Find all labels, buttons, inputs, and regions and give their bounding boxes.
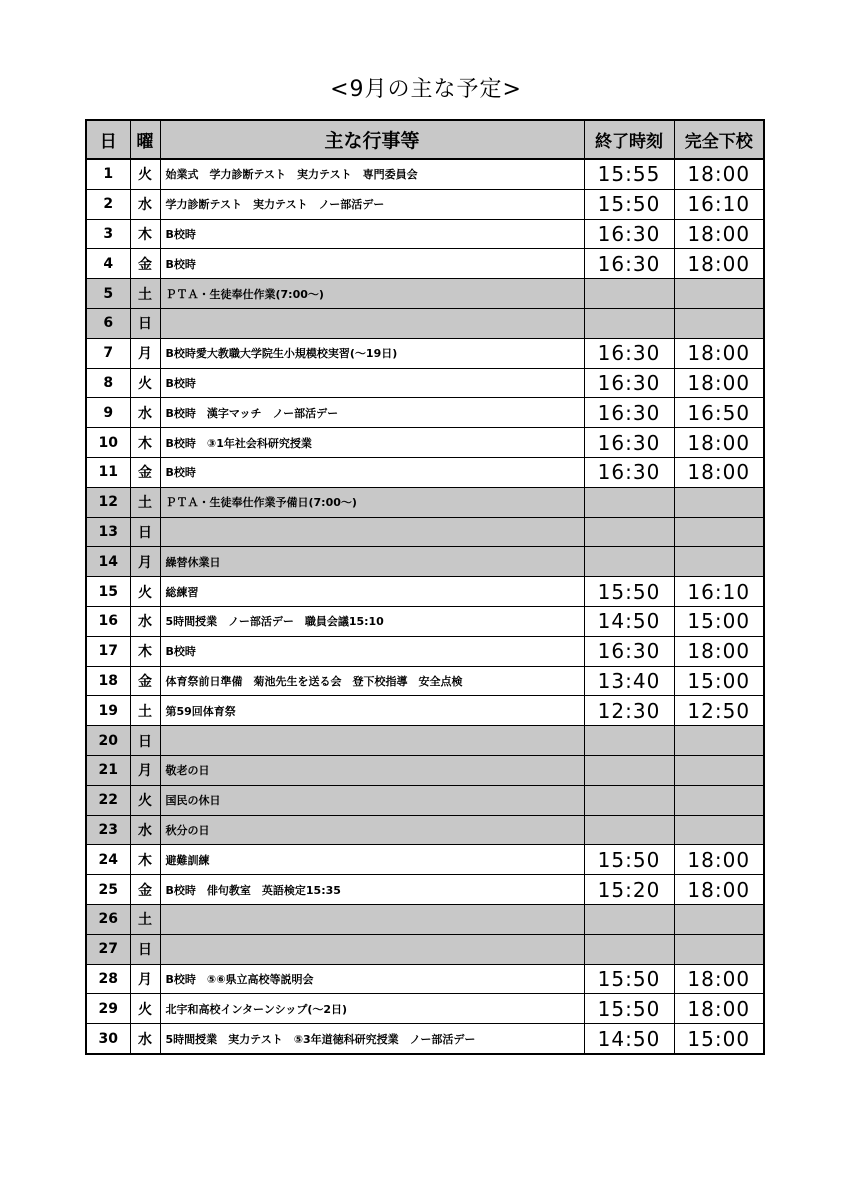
end-time-cell: 16:30 <box>584 457 674 487</box>
event-cell <box>160 934 584 964</box>
weekday-cell: 木 <box>130 219 160 249</box>
day-cell: 15 <box>86 577 130 607</box>
table-row <box>86 904 764 934</box>
weekday-cell: 火 <box>130 994 160 1024</box>
weekday-cell: 土 <box>130 904 160 934</box>
day-cell: 8 <box>86 368 130 398</box>
dismissal-cell: 18:00 <box>674 457 764 487</box>
table-row <box>86 755 764 785</box>
dismissal-cell: 18:00 <box>674 845 764 875</box>
weekday-cell: 月 <box>130 338 160 368</box>
weekday-cell: 月 <box>130 547 160 577</box>
event-cell: 5時間授業 ノー部活デー 職員会議15:10 <box>160 606 584 636</box>
day-cell: 22 <box>86 785 130 815</box>
event-cell: 繰替休業日 <box>160 547 584 577</box>
end-time-cell <box>584 308 674 338</box>
dismissal-cell <box>674 726 764 756</box>
event-cell: B校時 ⑤⑥県立高校等説明会 <box>160 964 584 994</box>
end-time-cell: 13:40 <box>584 666 674 696</box>
table-row <box>86 279 764 309</box>
table-row <box>86 189 764 219</box>
end-time-cell: 16:30 <box>584 249 674 279</box>
end-time-cell <box>584 487 674 517</box>
end-time-cell <box>584 755 674 785</box>
header-day: 日 <box>86 120 130 159</box>
end-time-cell: 16:30 <box>584 398 674 428</box>
end-time-cell: 16:30 <box>584 636 674 666</box>
day-cell: 28 <box>86 964 130 994</box>
end-time-cell: 15:50 <box>584 994 674 1024</box>
weekday-cell: 月 <box>130 964 160 994</box>
table-row <box>86 219 764 249</box>
table-row <box>86 577 764 607</box>
weekday-cell: 水 <box>130 398 160 428</box>
end-time-cell: 15:50 <box>584 964 674 994</box>
dismissal-cell: 18:00 <box>674 338 764 368</box>
table-row <box>86 934 764 964</box>
day-cell: 19 <box>86 696 130 726</box>
table-row <box>86 547 764 577</box>
page-title: <9月の主な予定> <box>330 77 522 102</box>
day-cell: 30 <box>86 1024 130 1054</box>
dismissal-cell <box>674 308 764 338</box>
schedule-body <box>86 159 764 1054</box>
end-time-cell <box>584 547 674 577</box>
event-cell: 総練習 <box>160 577 584 607</box>
table-row <box>86 398 764 428</box>
end-time-cell: 15:50 <box>584 845 674 875</box>
end-time-cell <box>584 517 674 547</box>
event-cell <box>160 726 584 756</box>
dismissal-cell: 18:00 <box>674 636 764 666</box>
day-cell: 10 <box>86 428 130 458</box>
event-cell: 体育祭前日準備 菊池先生を送る会 登下校指導 安全点検 <box>160 666 584 696</box>
day-cell: 20 <box>86 726 130 756</box>
dismissal-cell: 18:00 <box>674 964 764 994</box>
weekday-cell: 木 <box>130 636 160 666</box>
weekday-cell: 日 <box>130 517 160 547</box>
weekday-cell: 日 <box>130 934 160 964</box>
weekday-cell: 金 <box>130 875 160 905</box>
end-time-cell: 14:50 <box>584 606 674 636</box>
day-cell: 14 <box>86 547 130 577</box>
dismissal-cell: 12:50 <box>674 696 764 726</box>
weekday-cell: 火 <box>130 785 160 815</box>
weekday-cell: 火 <box>130 577 160 607</box>
weekday-cell: 土 <box>130 487 160 517</box>
event-cell: B校時 <box>160 368 584 398</box>
day-cell: 21 <box>86 755 130 785</box>
end-time-cell: 15:20 <box>584 875 674 905</box>
table-row <box>86 159 764 189</box>
event-cell: B校時 <box>160 636 584 666</box>
end-time-cell: 15:50 <box>584 577 674 607</box>
dismissal-cell <box>674 785 764 815</box>
dismissal-cell: 15:00 <box>674 666 764 696</box>
end-time-cell: 16:30 <box>584 368 674 398</box>
day-cell: 7 <box>86 338 130 368</box>
day-cell: 12 <box>86 487 130 517</box>
dismissal-cell <box>674 755 764 785</box>
day-cell: 29 <box>86 994 130 1024</box>
header-weekday: 曜 <box>130 120 160 159</box>
end-time-cell <box>584 279 674 309</box>
day-cell: 5 <box>86 279 130 309</box>
day-cell: 3 <box>86 219 130 249</box>
weekday-cell: 火 <box>130 159 160 189</box>
event-cell: 北宇和高校インターンシップ(～2日) <box>160 994 584 1024</box>
day-cell: 1 <box>86 159 130 189</box>
dismissal-cell <box>674 547 764 577</box>
dismissal-cell <box>674 517 764 547</box>
table-row <box>86 338 764 368</box>
dismissal-cell: 18:00 <box>674 428 764 458</box>
dismissal-cell: 15:00 <box>674 1024 764 1054</box>
table-row <box>86 606 764 636</box>
table-row <box>86 636 764 666</box>
event-cell: B校時 <box>160 457 584 487</box>
day-cell: 24 <box>86 845 130 875</box>
event-cell: B校時 俳句教室 英語検定15:35 <box>160 875 584 905</box>
table-row <box>86 845 764 875</box>
day-cell: 17 <box>86 636 130 666</box>
dismissal-cell: 16:10 <box>674 577 764 607</box>
table-row <box>86 964 764 994</box>
dismissal-cell <box>674 487 764 517</box>
event-cell: 秋分の日 <box>160 815 584 845</box>
table-row <box>86 815 764 845</box>
end-time-cell <box>584 785 674 815</box>
dismissal-cell: 16:50 <box>674 398 764 428</box>
day-cell: 23 <box>86 815 130 845</box>
dismissal-cell: 18:00 <box>674 994 764 1024</box>
weekday-cell: 土 <box>130 696 160 726</box>
event-cell: B校時 <box>160 249 584 279</box>
table-row <box>86 428 764 458</box>
day-cell: 2 <box>86 189 130 219</box>
weekday-cell: 水 <box>130 189 160 219</box>
dismissal-cell: 15:00 <box>674 606 764 636</box>
event-cell <box>160 904 584 934</box>
schedule-table <box>85 119 765 1055</box>
day-cell: 26 <box>86 904 130 934</box>
end-time-cell: 16:30 <box>584 219 674 249</box>
dismissal-cell: 18:00 <box>674 875 764 905</box>
day-cell: 9 <box>86 398 130 428</box>
event-cell: 始業式 学力診断テスト 実力テスト 専門委員会 <box>160 159 584 189</box>
day-cell: 6 <box>86 308 130 338</box>
dismissal-cell: 18:00 <box>674 219 764 249</box>
event-cell: B校時 ③1年社会科研究授業 <box>160 428 584 458</box>
dismissal-cell: 16:10 <box>674 189 764 219</box>
event-cell: 第59回体育祭 <box>160 696 584 726</box>
end-time-cell <box>584 726 674 756</box>
event-cell: 敬老の日 <box>160 755 584 785</box>
dismissal-cell <box>674 279 764 309</box>
weekday-cell: 水 <box>130 606 160 636</box>
end-time-cell: 16:30 <box>584 428 674 458</box>
event-cell: B校時愛大教職大学院生小規模校実習(～19日) <box>160 338 584 368</box>
weekday-cell: 木 <box>130 428 160 458</box>
end-time-cell <box>584 815 674 845</box>
header-end-time: 終了時刻 <box>584 120 674 159</box>
event-cell: B校時 漢字マッチ ノー部活デー <box>160 398 584 428</box>
end-time-cell: 14:50 <box>584 1024 674 1054</box>
table-row <box>86 368 764 398</box>
table-row <box>86 875 764 905</box>
weekday-cell: 日 <box>130 308 160 338</box>
event-cell: 学力診断テスト 実力テスト ノー部活デー <box>160 189 584 219</box>
end-time-cell: 15:50 <box>584 189 674 219</box>
event-cell: 5時間授業 実力テスト ⑤3年道徳科研究授業 ノー部活デー <box>160 1024 584 1054</box>
dismissal-cell: 18:00 <box>674 159 764 189</box>
header-dismissal: 完全下校 <box>674 120 764 159</box>
end-time-cell <box>584 904 674 934</box>
table-row <box>86 249 764 279</box>
event-cell: ＰＴＡ・生徒奉仕作業予備日(7:00～) <box>160 487 584 517</box>
day-cell: 18 <box>86 666 130 696</box>
event-cell <box>160 308 584 338</box>
table-row <box>86 994 764 1024</box>
header-event: 主な行事等 <box>160 120 584 159</box>
day-cell: 11 <box>86 457 130 487</box>
event-cell: ＰＴＡ・生徒奉仕作業(7:00～) <box>160 279 584 309</box>
weekday-cell: 土 <box>130 279 160 309</box>
dismissal-cell <box>674 934 764 964</box>
day-cell: 27 <box>86 934 130 964</box>
dismissal-cell <box>674 904 764 934</box>
table-row <box>86 726 764 756</box>
weekday-cell: 火 <box>130 368 160 398</box>
day-cell: 16 <box>86 606 130 636</box>
end-time-cell: 16:30 <box>584 338 674 368</box>
table-header-row <box>86 120 764 159</box>
event-cell: 国民の休日 <box>160 785 584 815</box>
table-row <box>86 457 764 487</box>
table-row <box>86 1024 764 1054</box>
table-row <box>86 785 764 815</box>
dismissal-cell: 18:00 <box>674 249 764 279</box>
end-time-cell <box>584 934 674 964</box>
day-cell: 13 <box>86 517 130 547</box>
event-cell: B校時 <box>160 219 584 249</box>
day-cell: 4 <box>86 249 130 279</box>
weekday-cell: 日 <box>130 726 160 756</box>
day-cell: 25 <box>86 875 130 905</box>
table-row <box>86 308 764 338</box>
dismissal-cell <box>674 815 764 845</box>
weekday-cell: 水 <box>130 1024 160 1054</box>
table-row <box>86 487 764 517</box>
end-time-cell: 15:55 <box>584 159 674 189</box>
weekday-cell: 金 <box>130 457 160 487</box>
weekday-cell: 月 <box>130 755 160 785</box>
weekday-cell: 水 <box>130 815 160 845</box>
dismissal-cell: 18:00 <box>674 368 764 398</box>
weekday-cell: 金 <box>130 666 160 696</box>
end-time-cell: 12:30 <box>584 696 674 726</box>
event-cell: 避難訓練 <box>160 845 584 875</box>
table-row <box>86 517 764 547</box>
event-cell <box>160 517 584 547</box>
table-row <box>86 666 764 696</box>
table-row <box>86 696 764 726</box>
weekday-cell: 金 <box>130 249 160 279</box>
weekday-cell: 木 <box>130 845 160 875</box>
